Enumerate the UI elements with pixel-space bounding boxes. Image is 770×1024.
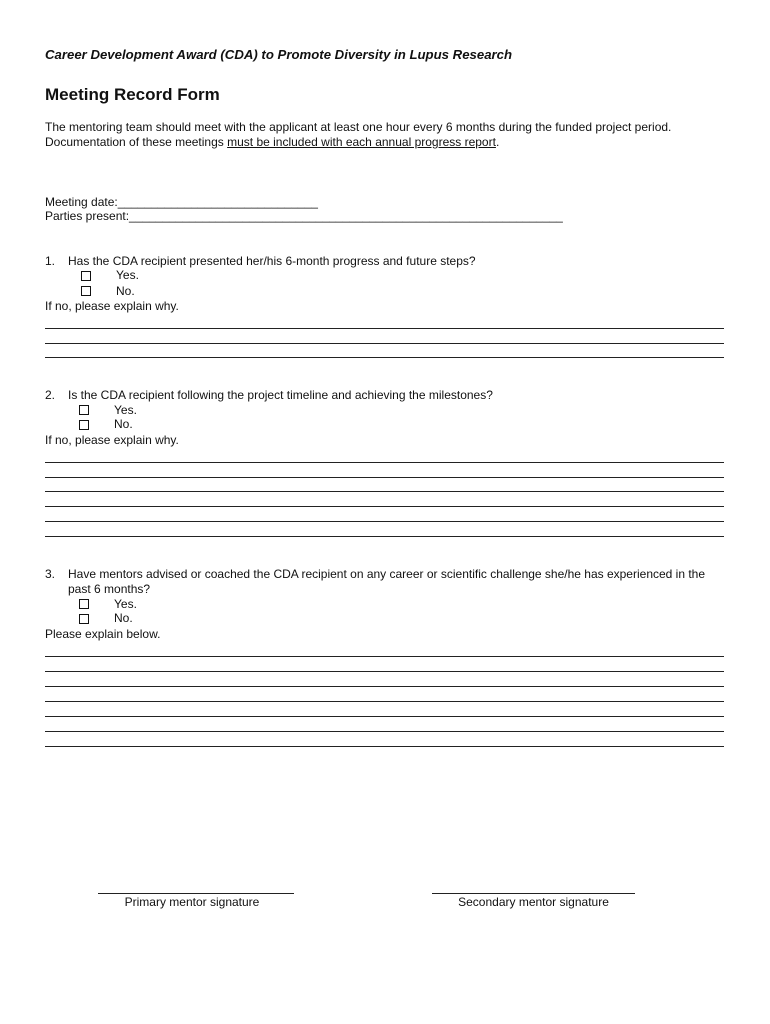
question-1-followup: If no, please explain why. (45, 299, 179, 313)
intro-line-2 (45, 135, 671, 150)
intro-requirement-underlined: must be included with each annual progress report (227, 135, 496, 149)
question-3-no-label: No. (114, 611, 133, 625)
answer-line[interactable] (45, 343, 724, 344)
answer-line[interactable] (45, 506, 724, 507)
question-3-yes-checkbox[interactable] (79, 599, 89, 609)
question-2-no-checkbox[interactable] (79, 420, 89, 430)
intro-line-1: The mentoring team should meet with the applicant at least one hour every 6 months during the funded project period. (45, 120, 672, 134)
answer-line[interactable] (45, 701, 724, 702)
award-subtitle: Career Development Award (CDA) to Promote Diversity in Lupus Research (45, 47, 513, 62)
secondary-signature-line[interactable] (432, 893, 635, 894)
primary-signature-line[interactable] (98, 893, 294, 894)
question-1-no-checkbox[interactable] (81, 286, 91, 296)
answer-line[interactable] (45, 328, 724, 329)
answer-line[interactable] (45, 671, 724, 672)
secondary-signature-label: Secondary mentor signature (458, 895, 609, 909)
answer-line[interactable] (45, 491, 724, 492)
parties-present-field[interactable]: Parties present:_________________________________________________________________ (45, 209, 563, 223)
intro-line-2-start: Documentation of these meetings (45, 135, 228, 149)
answer-line[interactable] (45, 477, 724, 478)
question-1-yes-label: Yes. (116, 268, 139, 282)
answer-line[interactable] (45, 536, 724, 537)
question-2-no-label: No. (114, 417, 133, 431)
question-1-no-label: No. (116, 284, 135, 298)
question-3-followup: Please explain below. (45, 627, 161, 641)
question-1-yes-checkbox[interactable] (81, 271, 91, 281)
intro-paragraph (45, 120, 671, 150)
intro-line-2-end: . (495, 135, 500, 149)
answer-line[interactable] (45, 716, 724, 717)
question-2-yes-checkbox[interactable] (79, 405, 89, 415)
question-2-number: 2. (45, 388, 56, 402)
answer-line[interactable] (45, 462, 724, 463)
answer-line[interactable] (45, 686, 724, 687)
question-1-number: 1. (45, 254, 56, 268)
question-2-text: Is the CDA recipient following the project timeline and achieving the milestones? (68, 388, 493, 402)
question-2-yes-label: Yes. (114, 403, 137, 417)
question-2-followup: If no, please explain why. (45, 433, 179, 447)
page-title: Meeting Record Form (45, 85, 220, 104)
question-3-no-checkbox[interactable] (79, 614, 89, 624)
question-3-number: 3. (45, 567, 56, 581)
question-3-yes-label: Yes. (114, 597, 137, 611)
meeting-date-field[interactable]: Meeting date:______________________________ (45, 195, 318, 209)
answer-line[interactable] (45, 656, 724, 657)
answer-line[interactable] (45, 731, 724, 732)
question-1-text: Has the CDA recipient presented her/his 6-month progress and future steps? (68, 254, 476, 268)
answer-line[interactable] (45, 357, 724, 358)
question-3-text: Have mentors advised or coached the CDA recipient on any career or scientific challenge she/he has experienced in the past 6 months? (68, 567, 706, 596)
answer-line[interactable] (45, 521, 724, 522)
primary-signature-label: Primary mentor signature (124, 895, 260, 909)
answer-line[interactable] (45, 746, 724, 747)
